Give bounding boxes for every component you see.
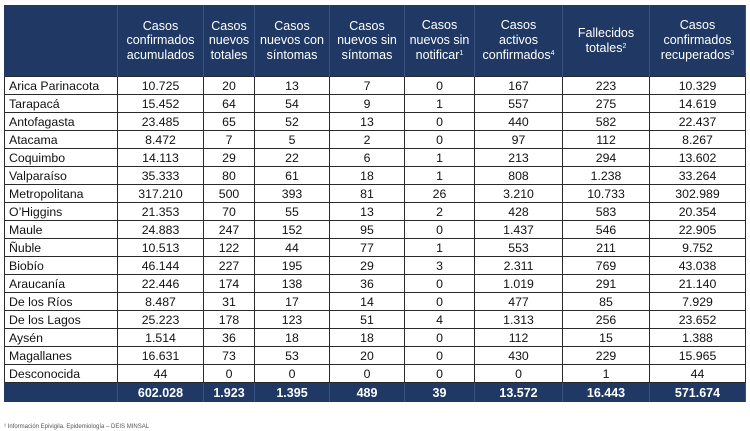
totals-cell: 13.572 <box>475 383 563 403</box>
value-cell: 10.329 <box>650 77 746 95</box>
value-cell: 213 <box>475 149 563 167</box>
value-cell: 13.602 <box>650 149 746 167</box>
value-cell: 85 <box>563 293 650 311</box>
value-cell: 14 <box>330 293 405 311</box>
value-cell: 211 <box>563 239 650 257</box>
region-name-cell: Biobío <box>5 257 118 275</box>
value-cell: 0 <box>255 365 330 383</box>
value-cell: 582 <box>563 113 650 131</box>
value-cell: 1 <box>405 149 475 167</box>
table-row <box>5 365 746 383</box>
value-cell: 8.267 <box>650 131 746 149</box>
value-cell: 10.513 <box>118 239 204 257</box>
value-cell: 29 <box>330 257 405 275</box>
value-cell: 3 <box>405 257 475 275</box>
value-cell: 0 <box>475 365 563 383</box>
covid-regional-table <box>4 5 746 402</box>
value-cell: 3.210 <box>475 185 563 203</box>
value-cell: 2.311 <box>475 257 563 275</box>
value-cell: 7.929 <box>650 293 746 311</box>
value-cell: 54 <box>255 95 330 113</box>
header-line: Fallecidos <box>577 25 635 40</box>
table-row <box>5 149 746 167</box>
header-line: acumulados <box>126 47 195 62</box>
value-cell: 61 <box>255 167 330 185</box>
value-cell: 123 <box>255 311 330 329</box>
header-cell <box>405 5 475 77</box>
value-cell: 2 <box>405 203 475 221</box>
value-cell: 44 <box>650 365 746 383</box>
header-line: síntomas <box>341 47 393 62</box>
table-row <box>5 293 746 311</box>
header-footnote: 4 <box>550 50 555 58</box>
header-line: nuevos sin <box>337 33 397 48</box>
value-cell: 21.140 <box>650 275 746 293</box>
value-cell: 769 <box>563 257 650 275</box>
value-cell: 294 <box>563 149 650 167</box>
value-cell: 1 <box>563 365 650 383</box>
header-cell-region <box>5 5 118 77</box>
value-cell: 22 <box>255 149 330 167</box>
value-cell: 440 <box>475 113 563 131</box>
region-name-cell: Aysén <box>5 329 118 347</box>
value-cell: 29 <box>204 149 255 167</box>
header-line: nuevos con <box>260 33 324 48</box>
region-name-cell: Coquimbo <box>5 149 118 167</box>
value-cell: 1.238 <box>563 167 650 185</box>
value-cell: 112 <box>475 329 563 347</box>
value-cell: 35.333 <box>118 167 204 185</box>
header-cell <box>563 5 650 77</box>
value-cell: 73 <box>204 347 255 365</box>
value-cell: 23.652 <box>650 311 746 329</box>
header-line: Casos <box>349 18 385 33</box>
value-cell: 500 <box>204 185 255 203</box>
value-cell: 256 <box>563 311 650 329</box>
totals-cell: 489 <box>330 383 405 403</box>
totals-cell: 16.443 <box>563 383 650 403</box>
value-cell: 44 <box>118 365 204 383</box>
value-cell: 583 <box>563 203 650 221</box>
region-name-cell: Valparaíso <box>5 167 118 185</box>
value-cell: 43.038 <box>650 257 746 275</box>
value-cell: 0 <box>405 113 475 131</box>
table-row <box>5 77 746 95</box>
value-cell: 430 <box>475 347 563 365</box>
header-cell <box>330 5 405 77</box>
region-name-cell: Desconocida <box>5 365 118 383</box>
region-name-cell: Maule <box>5 221 118 239</box>
value-cell: 53 <box>255 347 330 365</box>
value-cell: 15 <box>563 329 650 347</box>
value-cell: 0 <box>204 365 255 383</box>
value-cell: 5 <box>255 131 330 149</box>
header-line: confirmados <box>482 48 551 63</box>
value-cell: 247 <box>204 221 255 239</box>
value-cell: 2 <box>330 131 405 149</box>
value-cell: 1.019 <box>475 275 563 293</box>
table-row <box>5 113 746 131</box>
value-cell: 13 <box>330 203 405 221</box>
value-cell: 1.313 <box>475 311 563 329</box>
source-note: ¹ Información Epivigila. Epidemiología – DEIS MINSAL <box>4 424 150 430</box>
value-cell: 24.883 <box>118 221 204 239</box>
value-cell: 0 <box>405 77 475 95</box>
value-cell: 223 <box>563 77 650 95</box>
value-cell: 1.514 <box>118 329 204 347</box>
value-cell: 31 <box>204 293 255 311</box>
value-cell: 0 <box>405 221 475 239</box>
value-cell: 1 <box>405 239 475 257</box>
totals-cell: 1.395 <box>255 383 330 403</box>
region-name-cell: Tarapacá <box>5 95 118 113</box>
table-row <box>5 167 746 185</box>
value-cell: 112 <box>563 131 650 149</box>
value-cell: 51 <box>330 311 405 329</box>
value-cell: 16.631 <box>118 347 204 365</box>
totals-row <box>5 383 746 403</box>
value-cell: 138 <box>255 275 330 293</box>
value-cell: 229 <box>563 347 650 365</box>
header-line: Casos <box>274 18 310 33</box>
region-name-cell: Ñuble <box>5 239 118 257</box>
totals-cell: 1.923 <box>204 383 255 403</box>
header-cell <box>118 5 204 77</box>
header-footnote: 2 <box>622 43 627 50</box>
value-cell: 23.485 <box>118 113 204 131</box>
value-cell: 1 <box>405 167 475 185</box>
value-cell: 65 <box>204 113 255 131</box>
table-row <box>5 275 746 293</box>
table-row <box>5 203 746 221</box>
value-cell: 25.223 <box>118 311 204 329</box>
value-cell: 21.353 <box>118 203 204 221</box>
value-cell: 174 <box>204 275 255 293</box>
value-cell: 14.619 <box>650 95 746 113</box>
value-cell: 1 <box>405 95 475 113</box>
header-line: Casos <box>421 18 458 33</box>
header-line: Casos <box>211 18 247 33</box>
table-row <box>5 95 746 113</box>
value-cell: 9 <box>330 95 405 113</box>
value-cell: 393 <box>255 185 330 203</box>
value-cell: 77 <box>330 239 405 257</box>
value-cell: 291 <box>563 275 650 293</box>
value-cell: 17 <box>255 293 330 311</box>
header-line: activos <box>499 32 538 47</box>
value-cell: 0 <box>330 365 405 383</box>
value-cell: 10.733 <box>563 185 650 203</box>
table-row <box>5 311 746 329</box>
value-cell: 302.989 <box>650 185 746 203</box>
value-cell: 477 <box>475 293 563 311</box>
value-cell: 553 <box>475 239 563 257</box>
header-line: síntomas <box>266 47 318 62</box>
value-cell: 15.965 <box>650 347 746 365</box>
value-cell: 546 <box>563 221 650 239</box>
totals-cell: 39 <box>405 383 475 403</box>
value-cell: 97 <box>475 131 563 149</box>
totals-cell: 602.028 <box>118 383 204 403</box>
value-cell: 10.725 <box>118 77 204 95</box>
value-cell: 36 <box>204 329 255 347</box>
value-cell: 18 <box>330 329 405 347</box>
region-name-cell: Magallanes <box>5 347 118 365</box>
table-row <box>5 185 746 203</box>
region-name-cell: Antofagasta <box>5 113 118 131</box>
value-cell: 70 <box>204 203 255 221</box>
region-name-cell: De los Ríos <box>5 293 118 311</box>
value-cell: 8.472 <box>118 131 204 149</box>
region-name-cell: Atacama <box>5 131 118 149</box>
header-footnote: 1 <box>459 50 464 58</box>
value-cell: 1.437 <box>475 221 563 239</box>
value-cell: 20 <box>204 77 255 95</box>
region-name-cell: Metropolitana <box>5 185 118 203</box>
value-cell: 64 <box>204 95 255 113</box>
value-cell: 52 <box>255 113 330 131</box>
header-line: nuevos <box>208 33 250 48</box>
header-line: notificar <box>415 48 460 63</box>
value-cell: 7 <box>204 131 255 149</box>
region-name-cell: Araucanía <box>5 275 118 293</box>
value-cell: 55 <box>255 203 330 221</box>
value-cell: 81 <box>330 185 405 203</box>
value-cell: 0 <box>405 329 475 347</box>
header-footnote: 3 <box>730 50 735 58</box>
table-row <box>5 131 746 149</box>
value-cell: 317.210 <box>118 185 204 203</box>
totals-cell: 571.674 <box>650 383 746 403</box>
value-cell: 80 <box>204 167 255 185</box>
value-cell: 1.388 <box>650 329 746 347</box>
header-line: Casos <box>142 18 179 33</box>
header-cell <box>204 5 255 77</box>
value-cell: 15.452 <box>118 95 204 113</box>
header-line: nuevos sin <box>409 32 470 47</box>
header-line: confirmados <box>126 33 195 48</box>
value-cell: 808 <box>475 167 563 185</box>
table-row <box>5 257 746 275</box>
value-cell: 0 <box>405 275 475 293</box>
value-cell: 0 <box>405 365 475 383</box>
value-cell: 7 <box>330 77 405 95</box>
value-cell: 44 <box>255 239 330 257</box>
value-cell: 428 <box>475 203 563 221</box>
header-line: totales <box>585 41 623 55</box>
value-cell: 195 <box>255 257 330 275</box>
value-cell: 6 <box>330 149 405 167</box>
header-cell <box>475 5 563 77</box>
value-cell: 152 <box>255 221 330 239</box>
value-cell: 26 <box>405 185 475 203</box>
table-row <box>5 329 746 347</box>
value-cell: 22.905 <box>650 221 746 239</box>
value-cell: 0 <box>405 293 475 311</box>
value-cell: 13 <box>255 77 330 95</box>
region-name-cell: De los Lagos <box>5 311 118 329</box>
value-cell: 4 <box>405 311 475 329</box>
value-cell: 18 <box>255 329 330 347</box>
header-line: recuperados <box>660 48 731 63</box>
value-cell: 178 <box>204 311 255 329</box>
value-cell: 557 <box>475 95 563 113</box>
totals-label-cell <box>5 383 118 403</box>
value-cell: 46.144 <box>118 257 204 275</box>
value-cell: 122 <box>204 239 255 257</box>
value-cell: 36 <box>330 275 405 293</box>
value-cell: 227 <box>204 257 255 275</box>
table-row <box>5 239 746 257</box>
header-cell <box>255 5 330 77</box>
value-cell: 0 <box>405 347 475 365</box>
value-cell: 22.446 <box>118 275 204 293</box>
value-cell: 22.437 <box>650 113 746 131</box>
value-cell: 95 <box>330 221 405 239</box>
value-cell: 20.354 <box>650 203 746 221</box>
value-cell: 20 <box>330 347 405 365</box>
table-row <box>5 347 746 365</box>
header-line: confirmados <box>663 32 732 47</box>
header-line: Casos <box>500 18 537 33</box>
value-cell: 14.113 <box>118 149 204 167</box>
region-name-cell: O’Higgins <box>5 203 118 221</box>
region-name-cell: Arica Parinacota <box>5 77 118 95</box>
table-row <box>5 221 746 239</box>
header-cell <box>650 5 746 77</box>
value-cell: 275 <box>563 95 650 113</box>
value-cell: 0 <box>405 131 475 149</box>
header-row <box>5 5 746 77</box>
value-cell: 18 <box>330 167 405 185</box>
value-cell: 9.752 <box>650 239 746 257</box>
value-cell: 8.487 <box>118 293 204 311</box>
header-line: totales <box>210 47 248 62</box>
value-cell: 33.264 <box>650 167 746 185</box>
header-line: Casos <box>679 18 716 33</box>
value-cell: 13 <box>330 113 405 131</box>
value-cell: 167 <box>475 77 563 95</box>
